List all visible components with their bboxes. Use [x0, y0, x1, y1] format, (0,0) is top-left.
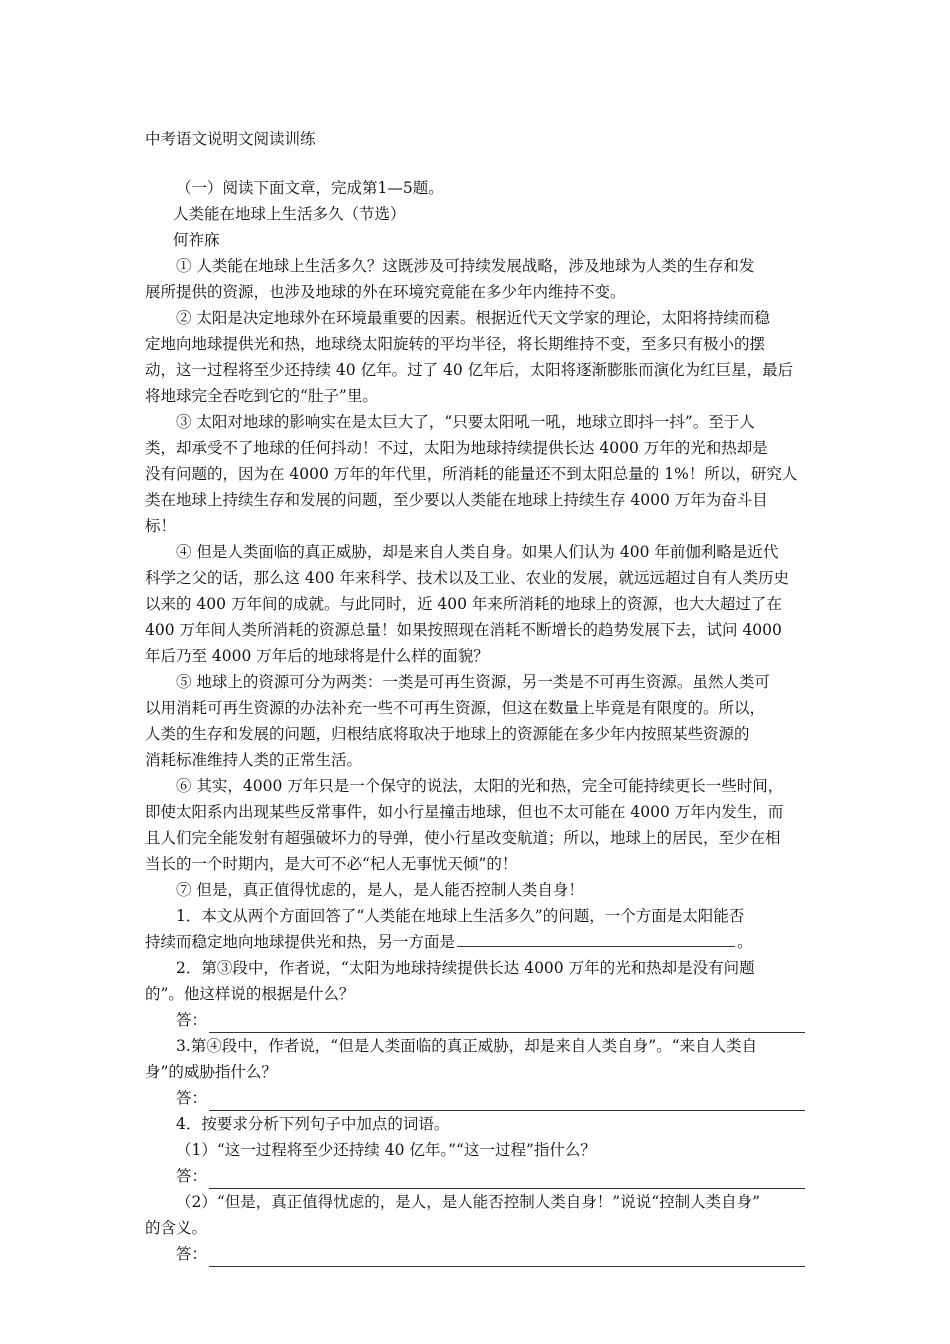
answer-label: 答： — [176, 1245, 208, 1263]
paragraph-line: 展所提供的资源，也涉及地球的外在环境究竟能在多少年内维持不变。 — [145, 283, 626, 301]
question-text: （1）“这一过程将至少还持续 40 亿年。”“这一过程”指什么？ — [176, 1141, 596, 1159]
paragraph-1 — [145, 253, 805, 305]
paragraph-line: 消耗标准维持人类的正常生活。 — [145, 751, 363, 769]
question-text: 持续而稳定地向地球提供光和热，另一方面是 — [145, 933, 456, 951]
instruction-text: （一）阅读下面文章，完成第1—5题。 — [176, 179, 444, 197]
paragraph-3 — [145, 409, 805, 539]
paragraph-4 — [145, 539, 805, 669]
question-text: 4．按要求分析下列句子中加点的词语。 — [176, 1115, 450, 1133]
question-text: 1．本文从两个方面回答了“人类能在地球上生活多久”的问题，一个方面是太阳能否 — [176, 907, 745, 925]
paragraph-line: 将地球完全吞吃到它的“肚子”里。 — [145, 387, 378, 405]
question-4 — [145, 1111, 805, 1267]
paragraph-line: ④ 但是人类面临的真正威胁，却是来自人类自身。如果人们认为 400 年前伽利略是近代 — [176, 543, 779, 561]
paragraph-line: 以用消耗可再生资源的办法补充一些不可再生资源，但这在数量上毕竟是有限度的。所以， — [145, 699, 766, 717]
question-text: （2）“但是，真正值得忧虑的，是人，是人能否控制人类自身！”说说“控制人类自身” — [176, 1193, 761, 1211]
question-text: 的含义。 — [145, 1219, 208, 1237]
answer-row — [145, 1241, 805, 1267]
answer-line[interactable] — [209, 1170, 805, 1189]
question-2 — [145, 955, 805, 1033]
question-3 — [145, 1033, 805, 1111]
paragraph-7 — [145, 877, 805, 903]
paragraph-line: 人类的生存和发展的问题，归根结底将取决于地球上的资源能在多少年内按照某些资源的 — [145, 725, 750, 743]
question-text: 2．第③段中，作者说，“太阳为地球持续提供长达 4000 万年的光和热却是没有问题 — [176, 959, 755, 977]
paragraph-line: 定地向地球提供光和热，地球绕太阳旋转的平均半径，将长期维持不变，至多只有极小的摆 — [145, 335, 766, 353]
paragraph-line: 标！ — [145, 517, 177, 535]
paragraph-line: 以来的 400 万年间的成就。与此同时，近 400 年来所消耗的地球上的资源，也大大超过了在 — [145, 595, 782, 613]
paragraph-line: 年后乃至 4000 万年后的地球将是什么样的面貌？ — [145, 647, 489, 665]
article-title: 人类能在地球上生活多久（节选） — [173, 205, 406, 223]
paragraph-line: 当长的一个时期内，是大可不必“杞人无事忧天倾”的！ — [145, 855, 518, 873]
answer-line[interactable] — [209, 1248, 805, 1267]
answer-row — [145, 1085, 805, 1111]
paragraph-line: 类，却承受不了地球的任何抖动！不过，太阳为地球持续提供长达 4000 万年的光和热却是 — [145, 439, 768, 457]
fill-in-blank[interactable] — [457, 930, 735, 947]
paragraph-line: 400 万年间人类所消耗的资源总量！如果按照现在消耗不断增长的趋势发展下去，试问 4000 — [145, 621, 782, 639]
answer-line[interactable] — [209, 1092, 805, 1111]
question-1 — [145, 903, 805, 955]
paragraph-6 — [145, 773, 805, 877]
paragraph-line: 类在地球上持续生存和发展的问题，至少要以人类能在地球上持续生存 4000 万年为奋斗目 — [145, 491, 768, 509]
answer-row — [145, 1007, 805, 1033]
paragraph-line: 且人们完全能发射有超强破坏力的导弹，使小行星改变航道；所以，地球上的居民，至少在相 — [145, 829, 781, 847]
answer-line[interactable] — [209, 1014, 805, 1033]
paragraph-line: 没有问题的，因为在 4000 万年的年代里，所消耗的能量还不到太阳总量的 1%！所以，研究人 — [145, 465, 798, 483]
question-text: 3.第④段中，作者说，“但是人类面临的真正威胁，却是来自人类自身”。“来自人类自 — [176, 1037, 758, 1055]
answer-label: 答： — [176, 1167, 208, 1185]
paragraph-line: ⑦ 但是，真正值得忧虑的，是人，是人能否控制人类自身！ — [176, 881, 584, 899]
answer-row — [145, 1163, 805, 1189]
question-text: 的”。他这样说的根据是什么？ — [145, 985, 355, 1003]
answer-label: 答： — [176, 1011, 208, 1029]
question-text: 身”的威胁指什么？ — [145, 1063, 277, 1081]
paragraph-5 — [145, 669, 805, 773]
paragraph-line: 即使太阳系内出现某些反常事件，如小行星撞击地球，但也不太可能在 4000 万年内发生，而 — [145, 803, 784, 821]
paragraph-line: ⑥ 其实，4000 万年只是一个保守的说法，太阳的光和热，完全可能持续更长一些时间， — [176, 777, 784, 795]
answer-label: 答： — [176, 1089, 208, 1107]
question-text: 。 — [737, 933, 753, 951]
document-body — [145, 175, 805, 1267]
paragraph-line: ⑤ 地球上的资源可分为两类：一类是可再生资源，另一类是不可再生资源。虽然人类可 — [176, 673, 770, 691]
question-text-with-blank — [145, 929, 805, 955]
paragraph-2 — [145, 305, 805, 409]
article-author: 何祚庥 — [173, 231, 220, 249]
paragraph-line: ① 人类能在地球上生活多久？这既涉及可持续发展战略，涉及地球为人类的生存和发 — [176, 257, 755, 275]
paragraph-line: 科学之父的话，那么这 400 年来科学、技术以及工业、农业的发展，就远远超过自有人类历史 — [145, 569, 789, 587]
document-title: 中考语文说明文阅读训练 — [145, 130, 316, 148]
paragraph-line: ③ 太阳对地球的影响实在是太巨大了，“只要太阳吼一吼，地球立即抖一抖”。至于人 — [176, 413, 755, 431]
paragraph-line: 动，这一过程将至少还持续 40 亿年。过了 40 亿年后，太阳将逐渐膨胀而演化为红巨星，最后 — [145, 361, 794, 379]
paragraph-line: ② 太阳是决定地球外在环境最重要的因素。根据近代天文学家的理论，太阳将持续而稳 — [176, 309, 770, 327]
